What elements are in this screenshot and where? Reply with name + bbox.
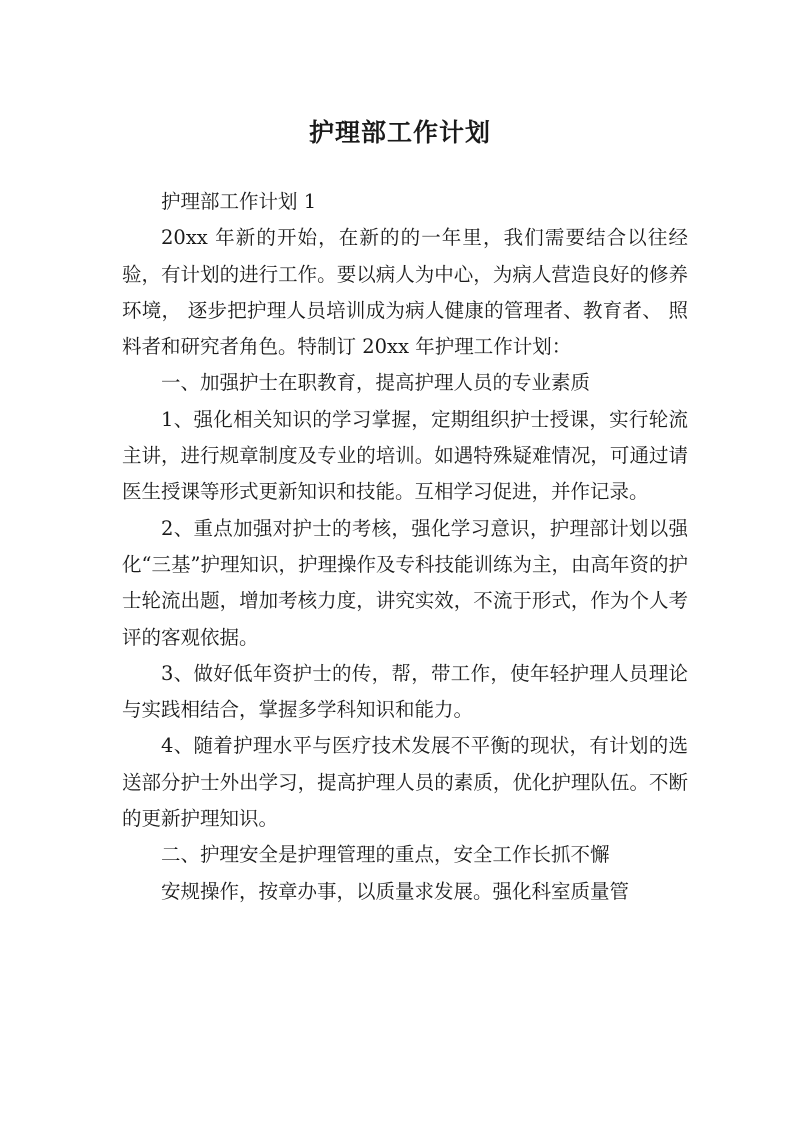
paragraph-item-4: 4、随着护理水平与医疗技术发展不平衡的现状，有计划的选送部分护士外出学习，提高护理人员的素质，优化护理队伍。不断的更新护理知识。 bbox=[122, 734, 688, 831]
section-heading-2: 二、护理安全是护理管理的重点，安全工作长抓不懈 bbox=[161, 843, 610, 867]
paragraph-safety: 安规操作，按章办事，以质量求发展。强化科室质量管 bbox=[161, 879, 630, 903]
document-title: 护理部工作计划 bbox=[308, 117, 491, 147]
paragraph-item-3: 3、做好低年资护士的传，帮，带工作，使年轻护理人员理论与实践相结合，掌握多学科知识和能力。 bbox=[122, 661, 688, 722]
paragraph-item-1: 1、强化相关知识的学习掌握，定期组织护士授课，实行轮流主讲，进行规章制度及专业的培训。如遇特殊疑难情况，可通过请医生授课等形式更新知识和技能。互相学习促进，并作记录。 bbox=[122, 407, 688, 504]
document-body bbox=[122, 184, 688, 910]
paragraph-intro: 20xx 年新的开始，在新的的一年里，我们需要结合以往经验，有计划的进行工作。要以病人为中心，为病人营造良好的修养环境， 逐步把护理人员培训成为病人健康的管理者、教育者、 照料者和研究者角色。特制订 20xx 年护理工作计划： bbox=[122, 226, 688, 359]
section-heading-1: 一、加强护士在职教育，提高护理人员的专业素质 bbox=[161, 371, 591, 395]
paragraph-item-2: 2、重点加强对护士的考核，强化学习意识，护理部计划以强化“三基”护理知识，护理操作及专科技能训练为主，由高年资的护士轮流出题，增加考核力度，讲究实效，不流于形式，作为个人考评的客观依据。 bbox=[122, 516, 688, 649]
paragraph-heading-plan-1: 护理部工作计划 1 bbox=[161, 190, 317, 213]
